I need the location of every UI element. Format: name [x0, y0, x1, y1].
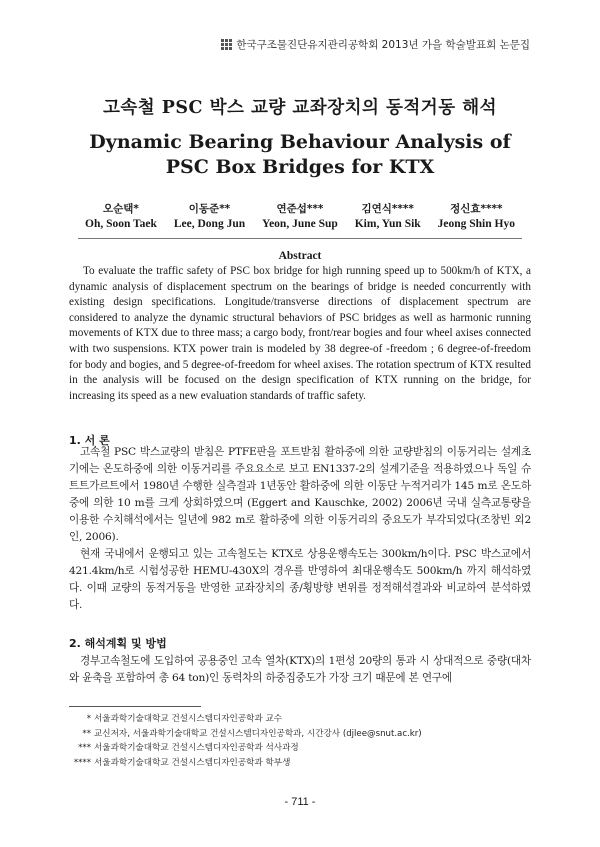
page-number: - 711 - [284, 796, 316, 808]
author [355, 202, 421, 232]
abstract-heading: Abstract [278, 250, 322, 262]
footnote-mark: **** [73, 757, 91, 768]
title-english-line-2: PSC Box Bridges for KTX [165, 156, 435, 178]
author-name-en: Kim, Yun Sik [354, 218, 421, 230]
author-name-kr: 김연식**** [361, 203, 414, 215]
running-header-text: 한국구조물진단유지관리공학회 2013년 가을 학술발표회 논문집 [236, 39, 530, 51]
running-header [221, 37, 530, 52]
footnote-divider [69, 706, 201, 707]
footnote-text: 서울과학기술대학교 건설시스템디자인공학과 석사과정 [94, 743, 299, 754]
title-korean: 고속철 PSC 박스 교량 교좌장치의 동적거동 해석 [102, 98, 498, 118]
author-name-kr: 이동준** [188, 203, 231, 215]
footnote [69, 741, 529, 756]
author-name-en: Lee, Dong Jun [173, 218, 246, 230]
author-name-kr: 정신효**** [450, 203, 503, 215]
grid-dots-icon [221, 39, 232, 50]
footnote-text: 서울과학기술대학교 건설시스템디자인공학과 교수 [94, 714, 283, 724]
footnote [69, 712, 529, 727]
footnote-text: 교신저자, 서울과학기술대학교 건설시스템디자인공학과, 시간강사 (djlee@snut.ac.kr) [94, 728, 422, 739]
author-name-en: Yeon, June Sup [262, 218, 338, 230]
author [174, 202, 245, 232]
title-english [0, 130, 600, 180]
author [262, 202, 338, 232]
footnote-mark: * [86, 714, 91, 724]
author [85, 202, 157, 232]
footnote-mark: ** [82, 728, 91, 739]
author-name-kr: 오순택* [103, 203, 139, 215]
footnotes [69, 712, 529, 770]
footnote [69, 727, 529, 742]
section-2-paragraph-1: 경부고속철도에 도입하여 공용중인 고속 열차(KTX)의 1편성 20량의 통과 시 상대적으로 중량(대차와 윤축을 포함하여 총 64 ton)인 동력차의 하중집중도가 가장 크기 때문에 본 연구에 [69, 655, 531, 684]
title-english-line-1: Dynamic Bearing Behaviour Analysis of [89, 131, 511, 153]
footnote-text: 서울과학기술대학교 건설시스템디자인공학과 학부생 [94, 757, 291, 768]
footnote-mark: *** [78, 743, 91, 754]
section-2-heading: 2. 해석계획 및 방법 [69, 637, 167, 650]
section-1-paragraph-1: 고속철 PSC 박스교량의 받침은 PTFE판을 포트받침 활하중에 의한 교량받침의 이동거리는 설계초기에는 온도하중에 의한 이동거리를 주요요소로 보고 EN1337-2의 설계기준을 적용하였으나 독일 슈트트가르트에서 1980년 수행한 실측결과 1년동안 활하중에 의한 이동단 누적거리가 145 m로 온도하중에 의한 10 m를 크게 상회하였으며 (Eggert and Kauschke, 2002) 2006년 국내 실측교통량을 이용한 수치해석에서는 일년에 982 m로 활하중에 의한 이동거리의 중요도가 부각되었다(조창빈 외2인, 2006). [69, 446, 531, 543]
author-name-en: Oh, Soon Taek [85, 218, 157, 230]
section-1-heading: 1. 서 론 [69, 434, 110, 447]
section-1-paragraph-2: 현재 국내에서 운행되고 있는 고속철도는 KTX로 상용운행속도는 300km/h이다. PSC 박스교에서 421.4km/h로 시험성공한 HEMU-430X의 경우를 반영하여 최대운행속도 500km/h 까지 해석하였다. 이때 교량의 동적거동을 반영한 교좌장치의 종/횡방향 변위를 정적해석결과와 비교하여 분석하였다. [69, 548, 531, 611]
author-name-en: Jeong Shin Hyo [437, 218, 515, 230]
footnote [69, 756, 529, 771]
title-divider [78, 238, 522, 239]
author-list [85, 202, 515, 232]
abstract-body: To evaluate the traffic safety of PSC box bridge for high running speed up to 500km/h of KTX, a dynamic analysis of displacement spectrum on the bearings of bridge is needed concurrently with existing design specifications. Longitude/transverse directions of displacement spectrum are considered to analyze the dynamic structural behaviors of PSC bridges as well as harmonic running movements of KTX due to three mass; a cargo body, front/rear bogies and four wheel axises connected with two suspensions. KTX power train is modeled by 38 degree-of -freedom ; 6 degree-of-freedom for body and bogies, and 5 degree-of-freedom for wheel axises. The rotation spectrum of KTX resulted in the analysis will be focused on the design specification of KTX running on the bridge, for increasing its speed as a new evaluation standards of traffic safety. [69, 265, 531, 402]
author [438, 202, 515, 232]
author-name-kr: 연준섭*** [276, 203, 324, 215]
